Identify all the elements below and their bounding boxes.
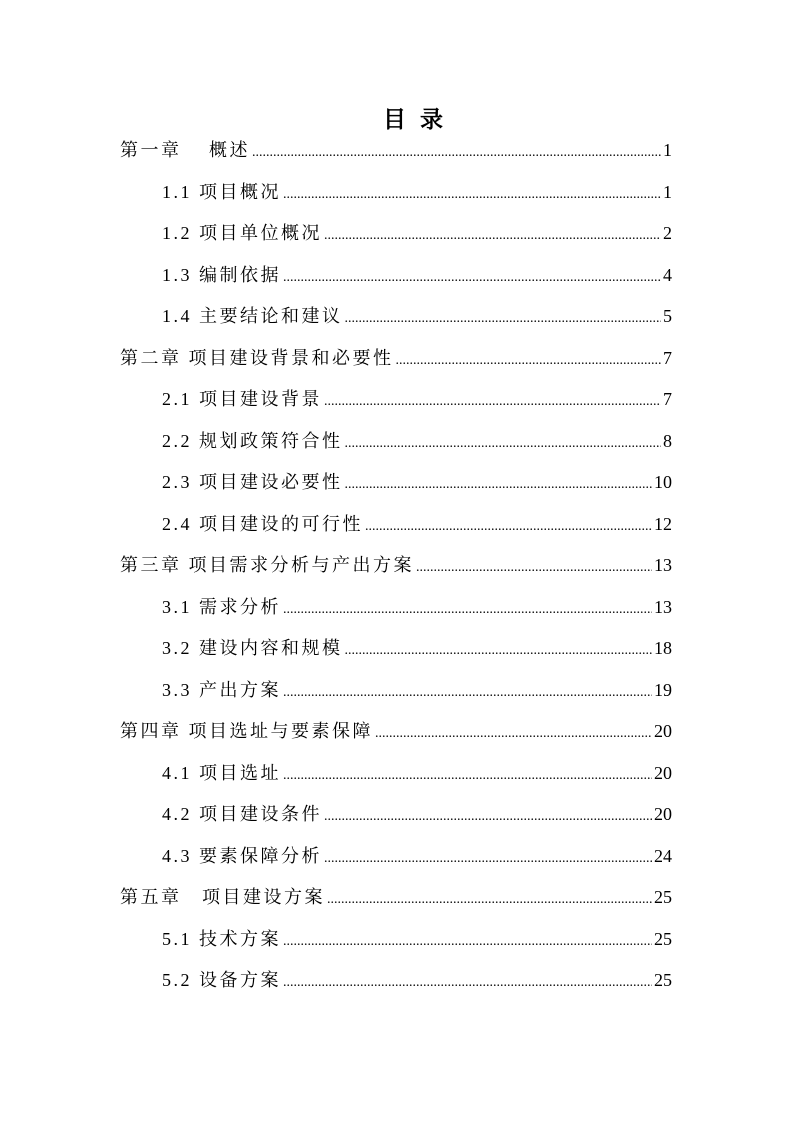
- toc-section-entry[interactable]: [120, 843, 672, 885]
- toc-section-entry[interactable]: [120, 179, 672, 221]
- toc-page-number: 20: [654, 762, 672, 783]
- toc-page-number: 25: [654, 887, 672, 907]
- toc-page-number: 19: [654, 679, 672, 700]
- dot-leader: [283, 970, 652, 996]
- dot-leader: [252, 140, 661, 166]
- toc-page-number: 13: [654, 596, 672, 617]
- toc-page-number: 13: [654, 555, 672, 575]
- toc-title: 目录: [383, 107, 457, 132]
- toc-page-number: 20: [654, 804, 672, 824]
- toc-section-entry[interactable]: [120, 386, 672, 428]
- toc-section-entry[interactable]: [120, 967, 672, 1009]
- toc-chapter-entry[interactable]: [120, 345, 672, 387]
- toc-entry-label: 2.3 项目建设必要性: [162, 472, 343, 492]
- toc-entry-label: 2.4 项目建设的可行性: [162, 513, 363, 534]
- toc-entry-label: 5.2 设备方案: [162, 970, 281, 990]
- toc-page-number: 1: [663, 140, 672, 160]
- dot-leader: [283, 182, 661, 208]
- toc-entry-label: 1.1 项目概况: [162, 181, 281, 202]
- toc-page-number: 7: [663, 347, 672, 368]
- toc-entry-label: 1.4 主要结论和建议: [162, 306, 343, 326]
- toc-page-number: 25: [654, 928, 672, 949]
- toc-page-number: 2: [663, 223, 672, 243]
- dot-leader: [327, 887, 652, 913]
- toc-entry-label: 2.2 规划政策符合性: [162, 430, 343, 451]
- toc-section-entry[interactable]: [120, 594, 672, 636]
- toc-section-entry[interactable]: [120, 303, 672, 345]
- toc-page-number: 5: [663, 306, 672, 326]
- toc-section-entry[interactable]: [120, 262, 672, 304]
- toc-section-entry[interactable]: [120, 635, 672, 677]
- dot-leader: [345, 638, 653, 664]
- toc-entry-label: 3.3 产出方案: [162, 679, 281, 700]
- dot-leader: [324, 389, 661, 415]
- toc-section-entry[interactable]: [120, 801, 672, 843]
- toc-page-number: 10: [654, 472, 672, 492]
- toc-chapter-entry[interactable]: [120, 552, 672, 594]
- table-of-contents: [120, 137, 672, 1009]
- dot-leader: [324, 804, 652, 830]
- dot-leader: [324, 223, 661, 249]
- toc-entry-label: 5.1 技术方案: [162, 928, 281, 949]
- toc-entry-label: 第四章 项目选址与要素保障: [120, 721, 373, 741]
- toc-section-entry[interactable]: [120, 220, 672, 262]
- toc-chapter-entry[interactable]: [120, 884, 672, 926]
- dot-leader: [345, 472, 653, 498]
- toc-entry-label: 4.1 项目选址: [162, 762, 281, 783]
- toc-chapter-entry[interactable]: [120, 718, 672, 760]
- toc-page-number: 18: [654, 638, 672, 658]
- dot-leader: [345, 431, 662, 457]
- dot-leader: [283, 929, 652, 955]
- toc-section-entry[interactable]: [120, 677, 672, 719]
- dot-leader: [365, 514, 652, 540]
- toc-page-number: 25: [654, 970, 672, 990]
- toc-page-number: 8: [663, 430, 672, 451]
- toc-page-number: 24: [654, 845, 672, 866]
- toc-entry-label: 第二章 项目建设背景和必要性: [120, 347, 394, 368]
- toc-section-entry[interactable]: [120, 760, 672, 802]
- dot-leader: [283, 680, 652, 706]
- toc-page-number: 4: [663, 264, 672, 285]
- toc-entry-label: 4.2 项目建设条件: [162, 804, 322, 824]
- toc-entry-label: 1.2 项目单位概况: [162, 223, 322, 243]
- toc-entry-label: 1.3 编制依据: [162, 264, 281, 285]
- dot-leader: [283, 597, 652, 623]
- toc-entry-label: 3.1 需求分析: [162, 596, 281, 617]
- toc-page-number: 1: [663, 181, 672, 202]
- dot-leader: [324, 846, 652, 872]
- toc-chapter-entry[interactable]: [120, 137, 672, 179]
- toc-entry-label: 第一章 概述: [120, 140, 250, 160]
- toc-section-entry[interactable]: [120, 511, 672, 553]
- dot-leader: [375, 721, 652, 747]
- dot-leader: [416, 555, 652, 581]
- toc-entry-label: 第三章 项目需求分析与产出方案: [120, 555, 414, 575]
- toc-page-number: 20: [654, 721, 672, 741]
- toc-entry-label: 2.1 项目建设背景: [162, 389, 322, 409]
- toc-entry-label: 4.3 要素保障分析: [162, 845, 322, 866]
- toc-entry-label: 第五章 项目建设方案: [120, 887, 325, 907]
- dot-leader: [345, 306, 662, 332]
- dot-leader: [283, 763, 652, 789]
- toc-section-entry[interactable]: [120, 926, 672, 968]
- toc-section-entry[interactable]: [120, 469, 672, 511]
- toc-page-number: 12: [654, 513, 672, 534]
- toc-section-entry[interactable]: [120, 428, 672, 470]
- dot-leader: [396, 348, 662, 374]
- toc-entry-label: 3.2 建设内容和规模: [162, 638, 343, 658]
- dot-leader: [283, 265, 661, 291]
- toc-page-number: 7: [663, 389, 672, 409]
